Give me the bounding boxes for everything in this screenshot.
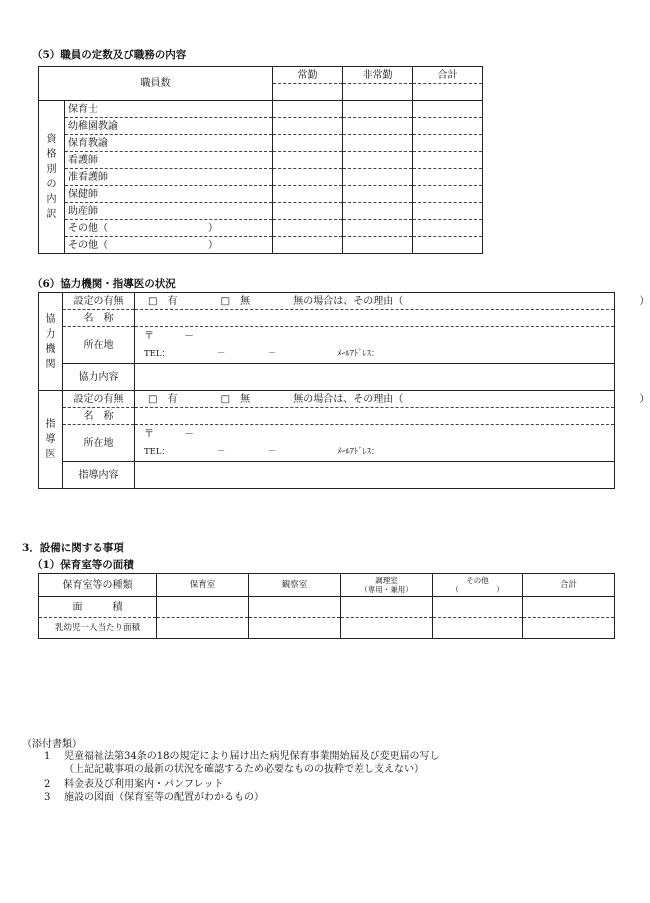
cell[interactable] (343, 118, 413, 135)
attachment-2-number: 2 (44, 779, 51, 790)
doc-postal-field[interactable]: 〒 － (135, 425, 615, 444)
cell[interactable] (343, 220, 413, 237)
supervising-doctor-label: 指導医 (39, 391, 63, 489)
doc-content-field[interactable] (135, 462, 615, 489)
other-room-header: その他 （ ） (433, 574, 523, 597)
cell[interactable] (343, 186, 413, 203)
cell[interactable] (433, 618, 523, 639)
cell[interactable] (413, 152, 483, 169)
attachment-3-text: 施設の図面（保育室等の配置がわかるもの） (64, 792, 264, 803)
coop-setting-row (135, 293, 650, 310)
doc-name-field[interactable] (135, 408, 615, 425)
coop-content-field[interactable] (135, 364, 615, 391)
row-label-midwife: 助産師 (65, 203, 273, 220)
coop-mail-label: ﾒｰﾙｱﾄﾞﾚｽ： (336, 348, 380, 359)
cell[interactable] (433, 597, 523, 618)
coop-content-label: 協力内容 (63, 364, 135, 391)
cell[interactable] (343, 203, 413, 220)
cell[interactable] (413, 220, 483, 237)
cell[interactable] (341, 618, 433, 639)
attachment-3-number: 3 (44, 792, 51, 803)
doc-mail-label: ﾒｰﾙｱﾄﾞﾚｽ： (336, 446, 380, 457)
cell[interactable] (273, 203, 343, 220)
cell[interactable] (413, 169, 483, 186)
coop-contact-field[interactable] (135, 345, 615, 364)
cell[interactable] (413, 237, 483, 254)
cell[interactable] (343, 237, 413, 254)
doc-setting-label: 設定の有無 (63, 391, 135, 408)
attachment-1-number: 1 (44, 751, 51, 762)
total-header: 合計 (413, 67, 483, 84)
staff-table (38, 66, 483, 254)
staff-total-total[interactable] (413, 84, 483, 101)
row-label-other-1: その他（ ） (65, 220, 273, 237)
room-type-header: 保育室等の種類 (39, 574, 157, 597)
cell[interactable] (343, 135, 413, 152)
coop-address-label: 所在地 (63, 327, 135, 364)
row-label-public-health-nurse: 保健師 (65, 186, 273, 203)
cell[interactable] (413, 203, 483, 220)
coop-setting-label: 設定の有無 (63, 293, 135, 310)
cell[interactable] (413, 135, 483, 152)
attachment-1-text: 児童福祉法第34条の18の規定により届け出た病児保育事業開始届及び変更届の写し (64, 751, 440, 762)
staff-total-parttime[interactable] (343, 84, 413, 101)
cell[interactable] (249, 618, 341, 639)
cell[interactable] (273, 169, 343, 186)
doc-reason-label: 無の場合は、その理由（ (293, 393, 404, 405)
cell[interactable] (273, 135, 343, 152)
parttime-header: 非常勤 (343, 67, 413, 84)
cell[interactable] (157, 618, 249, 639)
row-label-other-2: その他（ ） (65, 237, 273, 254)
per-child-area-label: 乳幼児一人当たり面積 (39, 618, 157, 639)
attachment-2-text: 料金表及び利用案内・パンフレット (64, 779, 224, 790)
coop-yes-checkbox[interactable]: □ 有 (148, 295, 178, 307)
cell[interactable] (249, 597, 341, 618)
coop-reason-close: ） (639, 295, 650, 307)
doc-content-label: 指導内容 (63, 462, 135, 489)
cell[interactable] (273, 237, 343, 254)
nursery-room-header: 保育室 (157, 574, 249, 597)
facility-total-header: 合計 (523, 574, 615, 597)
doc-address-label: 所在地 (63, 425, 135, 462)
cell[interactable] (523, 618, 615, 639)
coop-tel-label: TEL： － － (144, 348, 277, 359)
cell[interactable] (273, 220, 343, 237)
coop-reason-label: 無の場合は、その理由（ (293, 295, 404, 307)
coop-table (38, 292, 650, 489)
facility-table (38, 573, 615, 639)
section-6-title: （6）協力機関・指導医の状況 (32, 278, 176, 290)
section-3-1-title: （1）保育室等の面積 (32, 559, 134, 571)
row-label-hoiku-kyoyu: 保育教諭 (65, 135, 273, 152)
cell[interactable] (273, 118, 343, 135)
cell[interactable] (343, 101, 413, 118)
observation-room-header: 観察室 (249, 574, 341, 597)
doc-yes-checkbox[interactable]: □ 有 (148, 393, 178, 405)
staff-count-header: 職員数 (39, 67, 273, 101)
doc-no-checkbox[interactable]: □ 無 (220, 393, 251, 405)
cell[interactable] (273, 101, 343, 118)
coop-no-checkbox[interactable]: □ 無 (220, 295, 251, 307)
cell[interactable] (341, 597, 433, 618)
attachments-title: （添付書類） (22, 739, 82, 750)
attachment-1-note: （上記記載事項の最新の状況を確認するため必要なものの抜粋で差し支えない） (64, 764, 424, 775)
doc-reason-close: ） (639, 393, 650, 405)
coop-name-field[interactable] (135, 310, 615, 327)
staff-total-fulltime[interactable] (273, 84, 343, 101)
cell[interactable] (273, 186, 343, 203)
fulltime-header: 常勤 (273, 67, 343, 84)
cell[interactable] (413, 118, 483, 135)
row-label-kindergarten-teacher: 幼稚園教諭 (65, 118, 273, 135)
doc-contact-field[interactable] (135, 443, 615, 462)
doc-name-label: 名 称 (63, 408, 135, 425)
area-row-label: 面 積 (39, 597, 157, 618)
cell[interactable] (343, 169, 413, 186)
cell[interactable] (413, 186, 483, 203)
row-label-hoikushi: 保育士 (65, 101, 273, 118)
coop-name-label: 名 称 (63, 310, 135, 327)
qualification-breakdown-label: 資格別の内訳 (39, 101, 65, 254)
cell[interactable] (273, 152, 343, 169)
coop-institution-label: 協力機関 (39, 293, 63, 391)
section-3-title: 3．設備に関する事項 (22, 542, 124, 554)
section-5-title: （5）職員の定数及び職務の内容 (32, 49, 187, 61)
doc-setting-row (135, 391, 650, 408)
cell[interactable] (523, 597, 615, 618)
doc-tel-label: TEL： － － (144, 446, 277, 457)
cell[interactable] (157, 597, 249, 618)
row-label-nurse: 看護師 (65, 152, 273, 169)
cell[interactable] (413, 101, 483, 118)
row-label-assistant-nurse: 准看護師 (65, 169, 273, 186)
cell[interactable] (343, 152, 413, 169)
coop-postal-field[interactable]: 〒 － (135, 327, 615, 346)
kitchen-header: 調理室 （専用・兼用） (341, 574, 433, 597)
